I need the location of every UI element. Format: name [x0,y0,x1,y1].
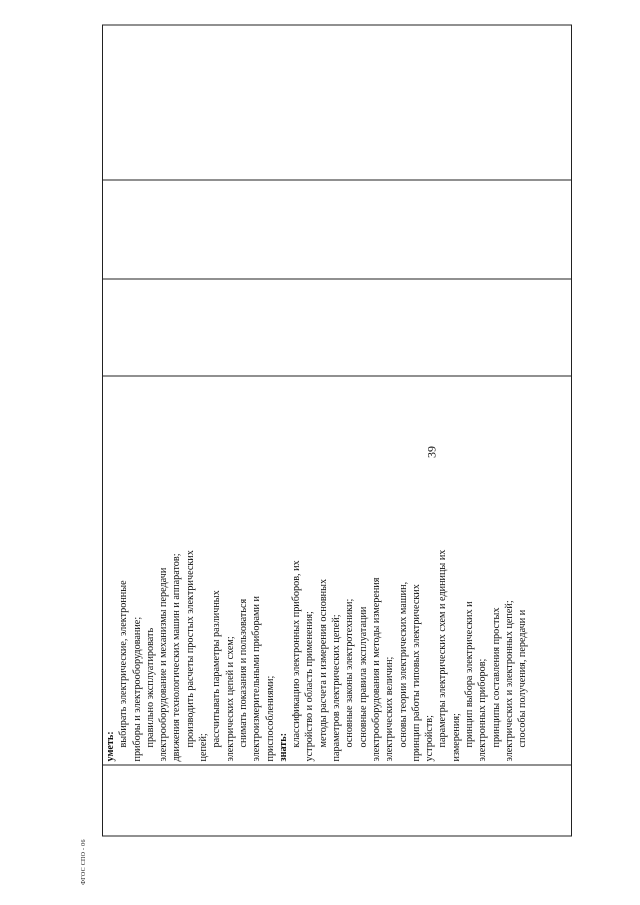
list-item: рассчитывать параметры различных [211,590,223,748]
list-item: выбирать электрические, электронные [118,580,130,748]
list-item: способы получения, передачи и [517,609,529,748]
max-load-cell [103,180,572,279]
list-item: методы расчета и измерения основных [317,578,329,748]
discipline-cell [103,25,572,180]
footer-document-code: ФГОС СПО - 06 [81,839,87,885]
competence-cell [103,376,572,765]
list-item: электрооборудования и методы измерения [370,577,382,762]
list-item: классификацию электронных приборов, их [291,560,303,748]
table-row [103,25,572,836]
list-item: электронных приборов; [477,658,489,762]
list-item: электрических величин; [384,656,396,762]
list-item: электрооборудование и механизмы передачи [158,567,170,762]
list-item: электрических цепей и схем; [224,636,236,762]
list-item: принцип работы типовых электрических [410,584,422,762]
list-item: основные правила эксплуатации [357,606,369,748]
hours-cell [103,279,572,376]
list-item: движения технологических машин и аппаратов; [171,553,183,762]
list-item: правильно эксплуатировать [144,627,156,748]
list-item: устройств; [424,715,436,762]
list-item: параметры электрических схем и единицы их [437,549,449,748]
list-item: приборы и электрооборудование; [131,616,143,762]
standard-table [102,25,572,837]
section-heading: уметь: [105,731,116,762]
list-item: принципы составления простых [490,607,502,748]
list-item: параметров электрических цепей; [331,614,343,762]
list-item: основные законы электротехники; [344,598,356,748]
list-item: электроизмерительными приборами и [251,596,263,762]
list-item: измерения; [450,713,462,762]
page-number: 39 [424,446,439,458]
list-item: устройство и область применения; [304,611,316,762]
competence-list [104,380,530,762]
list-item: производить расчеты простых электрических [184,550,196,748]
list-item: электрических и электронных цепей; [503,600,515,762]
standard-table-wrapper [102,32,572,837]
list-item: приспособлениями; [264,675,276,762]
list-item: цепей; [198,733,210,762]
list-item: принцип выбора электрических и [464,601,476,748]
code-cell [103,765,572,836]
list-item: основы теории электрических машин, [397,581,409,748]
list-item: снимать показания и пользоваться [237,598,249,748]
section-heading: знать: [277,732,289,762]
